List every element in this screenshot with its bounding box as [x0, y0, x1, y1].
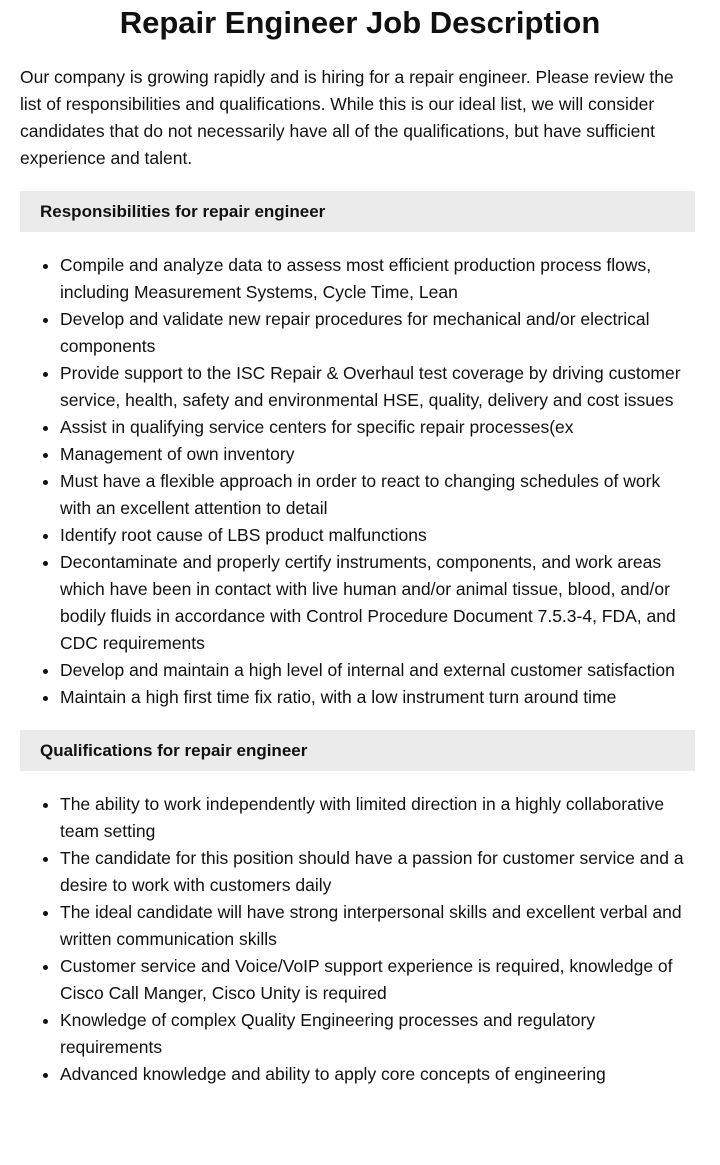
responsibilities-list	[20, 252, 695, 711]
list-item: • Advanced knowledge and ability to apply core concepts of engineering	[60, 1061, 695, 1088]
list-item: • Develop and validate new repair procedures for mechanical and/or electrical components	[60, 306, 695, 360]
list-item: • The ability to work independently with limited direction in a highly collaborative team setting	[60, 791, 695, 845]
intro-paragraph: Our company is growing rapidly and is hiring for a repair engineer. Please review the list of responsibilities and qualifications. While this is our ideal list, we will consider candidates that do not necessarily have all of the qualifications, but have sufficient experience and talent.	[20, 67, 674, 168]
list-item: • Customer service and Voice/VoIP support experience is required, knowledge of Cisco Call Manger, Cisco Unity is required	[60, 953, 695, 1007]
list-item: • Maintain a high first time fix ratio, with a low instrument turn around time	[60, 684, 695, 711]
list-item: • The candidate for this position should have a passion for customer service and a desire to work with customers daily	[60, 845, 695, 899]
list-item: • The ideal candidate will have strong interpersonal skills and excellent verbal and written communication skills	[60, 899, 695, 953]
list-item: • Identify root cause of LBS product malfunctions	[60, 522, 695, 549]
qualifications-list	[20, 791, 695, 1088]
list-item: • Decontaminate and properly certify instruments, components, and work areas which have been in contact with live human and/or animal tissue, blood, and/or bodily fluids in accordance with Control Procedure Document 7.5.3-4, FDA, and CDC requirements	[60, 549, 695, 657]
list-item: • Develop and maintain a high level of internal and external customer satisfaction	[60, 657, 695, 684]
list-item: • Assist in qualifying service centers for specific repair processes(ex	[60, 414, 695, 441]
list-item: • Compile and analyze data to assess most efficient production process flows, including Measurement Systems, Cycle Time, Lean	[60, 252, 695, 306]
page-title: Repair Engineer Job Description	[119, 5, 601, 40]
responsibilities-heading: Responsibilities for repair engineer	[20, 191, 695, 232]
list-item: • Knowledge of complex Quality Engineering processes and regulatory requirements	[60, 1007, 695, 1061]
qualifications-heading: Qualifications for repair engineer	[20, 730, 695, 771]
list-item: • Provide support to the ISC Repair & Overhaul test coverage by driving customer service, health, safety and environmental HSE, quality, delivery and cost issues	[60, 360, 695, 414]
list-item: • Must have a flexible approach in order to react to changing schedules of work with an excellent attention to detail	[60, 468, 695, 522]
list-item: • Management of own inventory	[60, 441, 695, 468]
